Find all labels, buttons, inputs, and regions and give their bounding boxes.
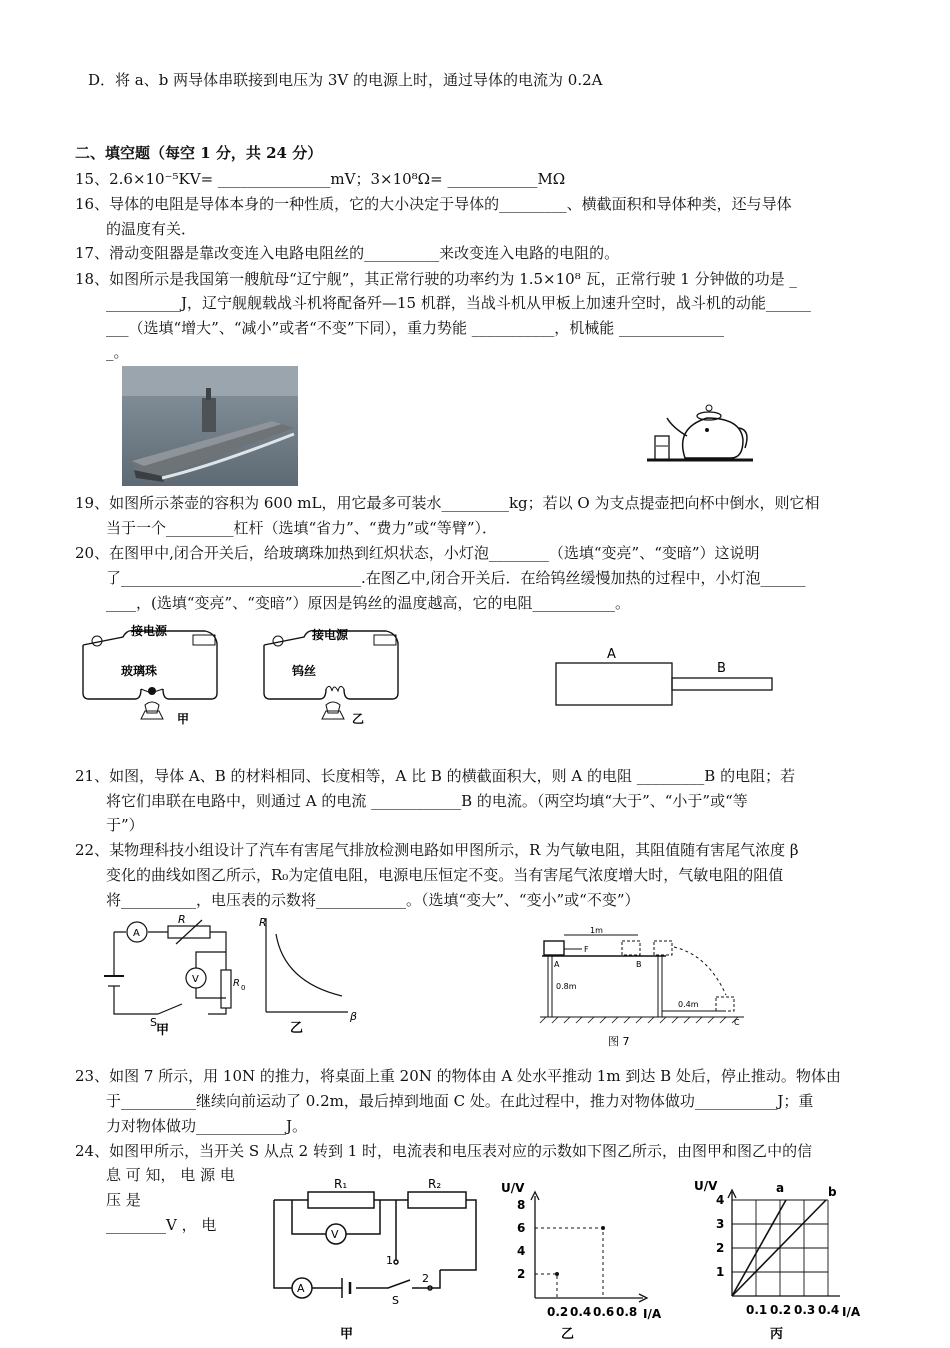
q23-height: 0.8m [556, 982, 577, 991]
q24-line2: 息 可 知， 电 源 电 [106, 1166, 235, 1184]
q17: 17、滑动变阻器是靠改变连入电路电阻丝的__________来改变连入电路的电阻的。 [75, 244, 620, 262]
q18-line3: ___（选填“增大”、“减小”或者“不变”下同），重力势能 ___________，机械能 ______________ [106, 319, 725, 337]
q18-line1: 18、如图所示是我国第一艘航母“辽宁舰”，其正常行驶的功率约为 1.5×10⁸ 瓦，正常行驶 1 分钟做的功是 _ [75, 270, 797, 288]
q22-r0-sub: 0 [241, 984, 246, 992]
section-title: 二、填空题（每空 1 分，共 24 分） [75, 144, 323, 162]
q24-r2-label: R₂ [428, 1177, 442, 1191]
teapot-figure [645, 388, 755, 464]
q18-line4: _。 [106, 343, 129, 361]
g2-xtick: 0.6 [593, 1305, 615, 1319]
q22-line1: 22、某物理科技小组设计了汽车有害尾气排放检测电路如甲图所示，R 为气敏电阻，其阻值随有害尾气浓度 β [75, 841, 799, 859]
q23-line3: 力对物体做功____________J。 [106, 1117, 308, 1135]
g3-xtick: 0.3 [794, 1303, 816, 1317]
q23-point-a: A [554, 960, 560, 969]
q24-r1-label: R₁ [334, 1177, 348, 1191]
tungsten-circuit [256, 615, 416, 730]
g3-line-a: a [776, 1181, 785, 1195]
g2-xlabel: I/A [643, 1307, 662, 1321]
g2-ylabel: U/V [501, 1181, 525, 1195]
q24-voltmeter-label: V [331, 1228, 339, 1241]
bead-label: 玻璃珠 [121, 664, 158, 678]
g2-ytick: 2 [517, 1267, 526, 1281]
conductor-figure [555, 645, 775, 710]
q20-line3: ____，(选填“变亮”、“变暗”）原因是钨丝的温度越高，它的电阻___________。 [106, 594, 631, 612]
q22-yi-label: 乙 [290, 1021, 304, 1036]
g2-ytick: 4 [517, 1244, 526, 1258]
g2-xtick: 0.8 [616, 1305, 638, 1319]
jia-label-glass: 甲 [177, 712, 190, 726]
q22-graph-xlabel: β [350, 1010, 358, 1023]
q24-line3: 压 是 [106, 1191, 141, 1209]
g3-ytick: 2 [716, 1241, 725, 1255]
g2-xtick: 0.4 [570, 1305, 592, 1319]
q16-line2: 的温度有关． [106, 220, 197, 238]
q24-line1: 24、如图甲所示，当开关 S 从点 2 转到 1 时，电流表和电压表对应的示数如下图乙所示，由图甲和图乙中的信 [75, 1142, 813, 1160]
q19-line2: 当于一个_________杠杆（选填“省力”、“费力”或“等臂”）． [106, 519, 498, 537]
q22-voltmeter-label: V [192, 974, 199, 985]
g3-xlabel: I/A [842, 1305, 861, 1319]
g3-ytick: 4 [716, 1193, 725, 1207]
q22-line3: 将__________，电压表的示数将____________。（选填“变大”、“变小”或“不变”） [106, 891, 640, 909]
q20-line2: 了________________________________.在图乙中,闭合开关后．在给钨丝缓慢加热的过程中，小灯泡______ [106, 569, 806, 587]
q21-line1: 21、如图，导体 A、B 的材料相同、长度相等，A 比 B 的横截面积大，则 A 的电阻 _________B 的电阻；若 [75, 767, 796, 785]
option-d: D．将 a、b 两导体串联接到电压为 3V 的电源上时，通过导体的电流为 0.2A [88, 71, 603, 89]
glass-bead-circuit [75, 615, 235, 730]
q24-point2: 2 [422, 1272, 429, 1285]
q24-jia-label: 甲 [340, 1327, 354, 1342]
q15: 15、2.6×10⁻⁵KV= _______________mV；3×10⁸Ω= ____________MΩ [75, 170, 566, 188]
q24-circuit [262, 1170, 482, 1342]
q23-line1: 23、如图 7 所示，用 10N 的推力，将桌面上重 20N 的物体由 A 处水平推动 1m 到达 B 处后，停止推动。物体由 [75, 1067, 841, 1085]
q24-ammeter-label: A [297, 1282, 305, 1295]
q23-force-label: F [584, 945, 589, 954]
q22-jia-label: 甲 [156, 1023, 170, 1037]
power-label-yi: 接电源 [312, 628, 349, 642]
q20-line1: 20、在图甲中,闭合开关后，给玻璃珠加热到红炽状态，小灯泡________（选填“变亮”、“变暗”）这说明 [75, 544, 760, 562]
g3-line-b: b [828, 1185, 837, 1199]
g3-xtick: 0.2 [770, 1303, 792, 1317]
q22-line2: 变化的曲线如图乙所示，R₀为定值电阻，电源电压恒定不变。当有害尾气浓度增大时，气敏电阻的阻值 [106, 866, 784, 884]
q24-graph-yi [495, 1176, 665, 1344]
q22-graph [256, 912, 366, 1037]
q24-yi-label: 乙 [561, 1327, 575, 1342]
q23-line2: 于__________继续向前运动了 0.2m，最后掉到地面 C 处。在此过程中，推力对物体做功___________J；重 [106, 1092, 814, 1110]
q22-r0-label: R [233, 978, 240, 989]
q18-line2: __________J，辽宁舰舰载战斗机将配备歼—15 机群，当战斗机从甲板上加速升空时，战斗机的动能______ [106, 294, 811, 312]
g3-xtick: 0.1 [746, 1303, 768, 1317]
q22-circuit [98, 912, 250, 1037]
q24-line4: ________V ， 电 [106, 1216, 217, 1234]
q23-point-c: C [734, 1018, 740, 1027]
q23-caption: 图 7 [608, 1035, 630, 1048]
g2-ytick: 8 [517, 1198, 526, 1212]
q16-line1: 16、导体的电阻是导体本身的一种性质，它的大小决定于导体的_________、横截面积和导体种类，还与导体 [75, 195, 792, 213]
tungsten-label: 钨丝 [292, 664, 317, 678]
g3-xtick: 0.4 [818, 1303, 840, 1317]
q22-graph-ylabel: R [259, 916, 267, 929]
q24-bing-label: 丙 [770, 1327, 784, 1342]
g2-xtick: 0.2 [547, 1305, 569, 1319]
q22-r-label: R [178, 913, 186, 926]
q21-line3: 于”） [106, 816, 144, 834]
g3-ylabel: U/V [694, 1179, 718, 1193]
yi-label-tungsten: 乙 [352, 712, 365, 726]
power-label-jia: 接电源 [131, 624, 168, 638]
conductor-b-label: B [717, 661, 726, 676]
q24-point1: 1 [386, 1254, 393, 1267]
conductor-a-label: A [607, 647, 616, 662]
q23-top-length: 1m [590, 926, 603, 935]
q23-figure [538, 925, 748, 1053]
q19-line1: 19、如图所示茶壶的容积为 600 mL，用它最多可装水_________kg；若以 O 为支点提壶把向杯中倒水，则它相 [75, 494, 820, 512]
q24-switch-label: S [392, 1294, 399, 1307]
g2-ytick: 6 [517, 1221, 526, 1235]
q23-distance: 0.4m [678, 1000, 699, 1009]
q24-graph-bing [690, 1176, 880, 1344]
carrier-photo [122, 366, 298, 486]
g3-ytick: 1 [716, 1265, 725, 1279]
q22-ammeter-label: A [133, 928, 140, 939]
q22-switch-label: S [150, 1016, 157, 1029]
q23-point-b: B [636, 960, 642, 969]
q21-line2: 将它们串联在电路中，则通过 A 的电流 ____________B 的电流。（两空均填“大于”、“小于”或“等 [106, 792, 748, 810]
g3-ytick: 3 [716, 1217, 725, 1231]
